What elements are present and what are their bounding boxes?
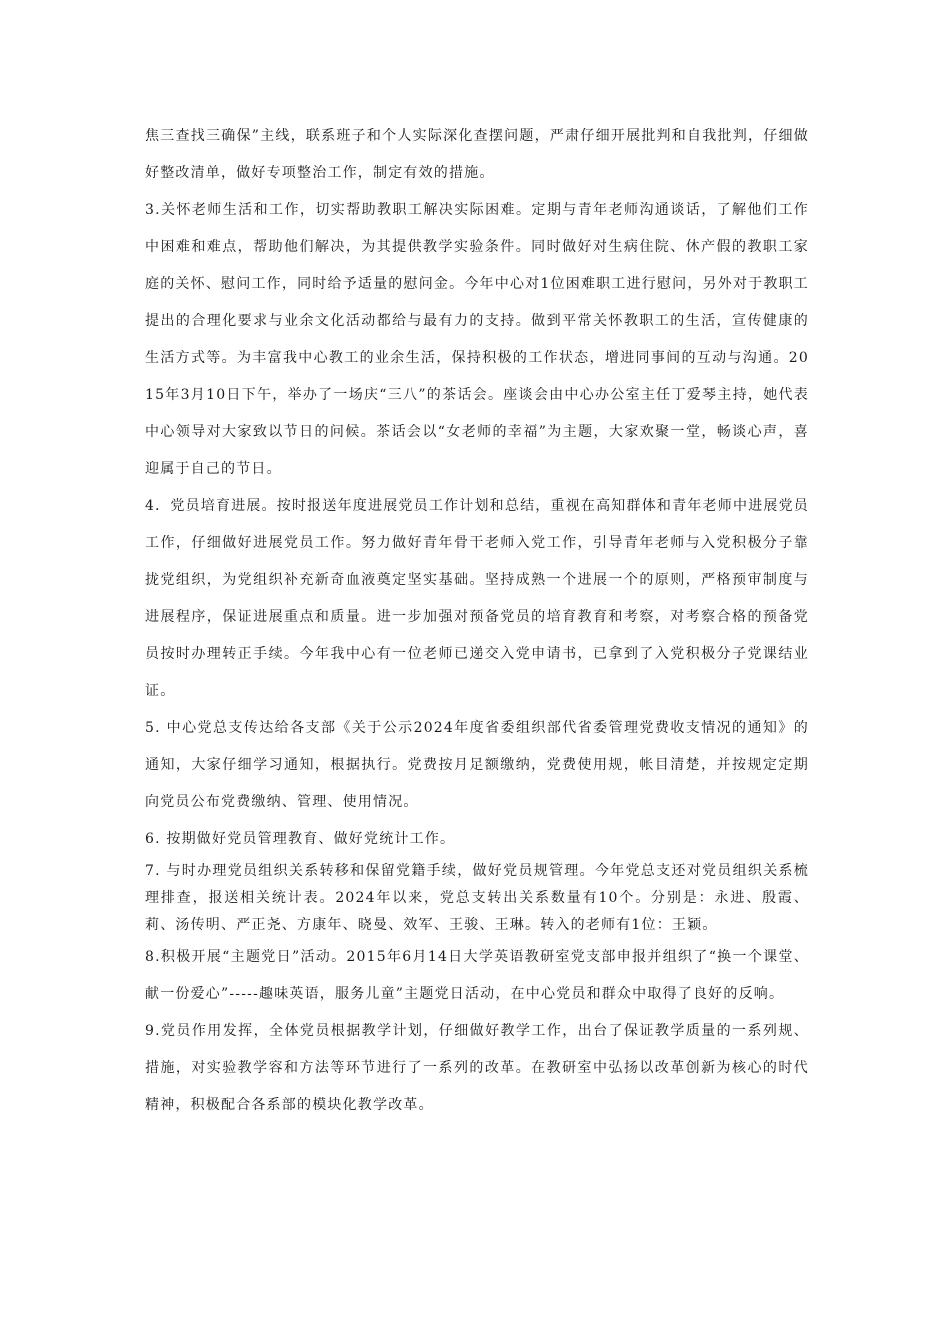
paragraph-item-5: 5. 中心党总支传达给各支部《关于公示2024年度省委组织部代省委管理党费收支情况的通知》的通知，大家仔细学习通知，根据执行。党费按月足额缴纳，党费使用规，帐目清楚，并按规定定期向党员公布党费缴纳、管理、使用情况。 [145, 720, 809, 810]
document-body [145, 118, 809, 1124]
paragraph-item-3: 3.关怀老师生活和工作，切实帮助教职工解决实际困难。定期与青年老师沟通谈话，了解他们工作中困难和难点，帮助他们解决，为其提供教学实验条件。同时做好对生病住院、休产假的教职工家庭的关怀、慰问工作，同时给予适量的慰问金。今年中心对1位困难职工进行慰问，另外对于教职工提出的合理化要求与业余文化活动都给与最有力的支持。做到平常关怀教职工的生活，宣传健康的生活方式等。为丰富我中心教工的业余生活，保持积极的工作状态，增进同事间的互动与沟通。2015年3月10日下午，举办了一场庆“三八”的茶话会。座谈会由中心办公室主任丁爱琴主持，她代表中心领导对大家致以节日的问候。茶话会以“女老师的幸福”为主题，大家欢聚一堂，畅谈心声，喜迎属于自己的节日。 [145, 202, 809, 477]
paragraph-item-6: 6. 按期做好党员管理教育、做好党统计工作。 [145, 831, 456, 847]
paragraph-item-4: 4．党员培育进展。按时报送年度进展党员工作计划和总结，重视在高知群体和青年老师中进展党员工作，仔细做好进展党员工作。努力做好青年骨干老师入党工作，引导青年老师与入党积极分子靠拢党组织，为党组织补充新奇血液奠定坚实基础。坚持成熟一个进展一个的原则，严格预审制度与进展程序，保证进展重点和质量。进一步加强对预备党员的培育教育和考察，对考察合格的预备党员按时办理转正手续。今年我中心有一位老师已递交入党申请书，已拿到了入党积极分子党课结业证。 [145, 498, 809, 699]
paragraph-item-9: 9.党员作用发挥，全体党员根据教学计划，仔细做好教学工作，出台了保证教学质量的一系列规、措施，对实验教学容和方法等环节进行了一系列的改革。在教研室中弘扬以改革创新为核心的时代精神，积极配合各系部的模块化教学改革。 [145, 1023, 809, 1113]
paragraph-continuation: 焦三查找三确保”主线，联系班子和个人实际深化查摆问题，严肃仔细开展批判和自我批判，仔细做好整改清单，做好专项整治工作，制定有效的措施。 [145, 128, 809, 181]
paragraph-item-8: 8.积极开展“主题党日”活动。2015年6月14日大学英语教研室党支部申报并组织了“换一个课堂、献一份爱心”-----趣味英语，服务儿童”主题党日活动，在中心党员和群众中取得了良好的反响。 [145, 949, 809, 1002]
paragraph-item-7: 7. 与时办理党员组织关系转移和保留党籍手续，做好党员规管理。今年党总支还对党员组织关系梳理排查，报送相关统计表。2024年以来，党总支转出关系数量有10个。分别是：永进、殷霞、莉、汤传明、严正尧、方康年、晓曼、效军、王骏、王琳。转入的老师有1位：王颖。 [145, 863, 809, 933]
